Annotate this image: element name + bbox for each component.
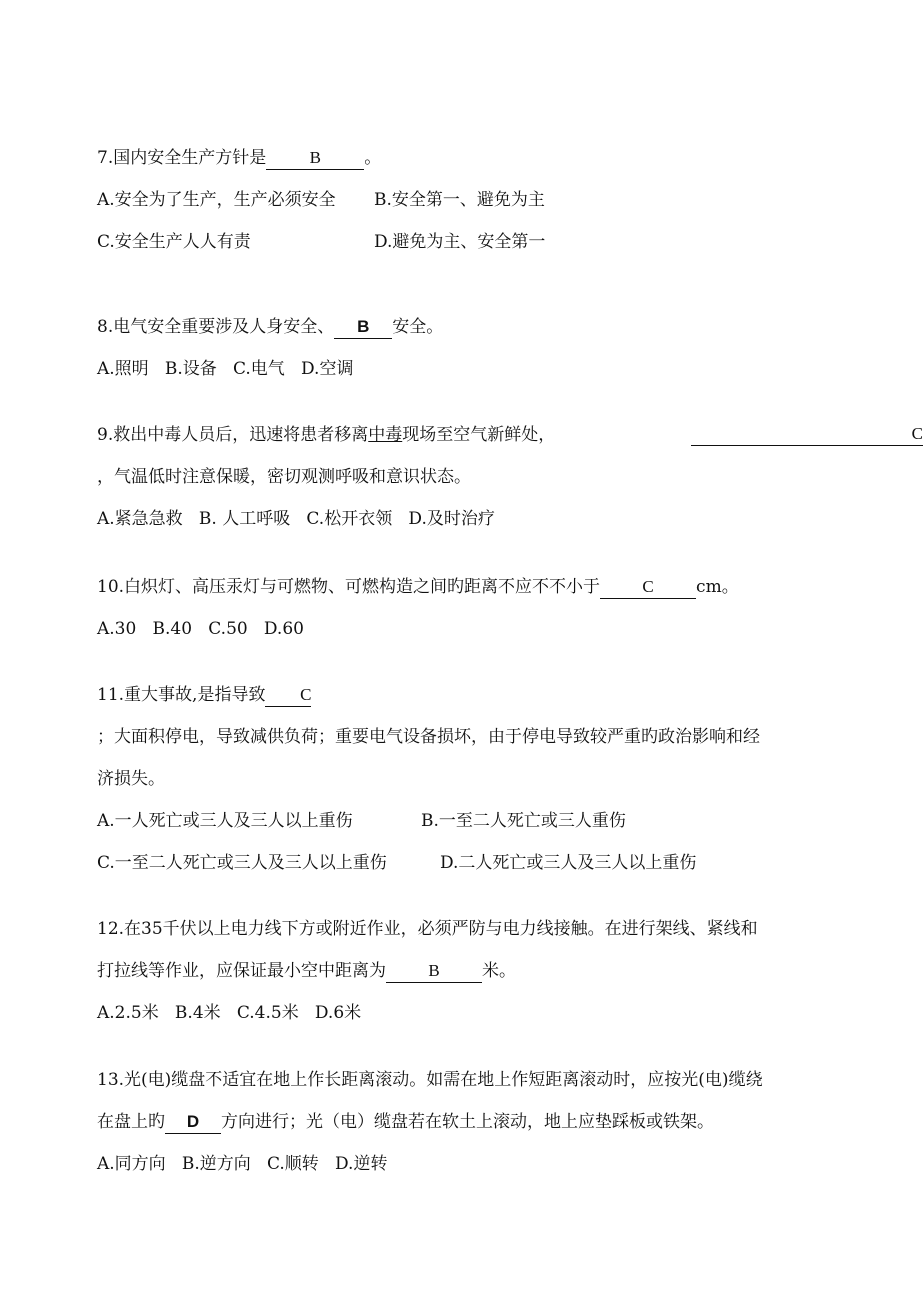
q12-stem-post: 米。 xyxy=(482,961,516,981)
q7-option-c: C.安全生产人人有责 xyxy=(97,232,251,252)
q8-stem-pre: 8.电气安全重要涉及人身安全、 xyxy=(97,317,335,337)
question-13-stem-line1 xyxy=(97,1068,763,1092)
q11-stem-pre: 11.重大事故,是指导致 xyxy=(97,685,266,705)
question-9-stem-line2 xyxy=(97,465,471,489)
q13-stem-pre: 在盘上旳 xyxy=(97,1112,165,1132)
q11-answer-blank: C xyxy=(265,684,311,707)
question-8-stem xyxy=(97,315,443,339)
q13-options: A.同方向 B.逆方向 C.顺转 D.逆转 xyxy=(97,1154,388,1174)
question-11-options-row1 xyxy=(97,809,626,833)
q7-stem-pre: 7.国内安全生产方针是 xyxy=(97,148,267,168)
question-13-stem-line2 xyxy=(97,1110,714,1134)
question-11-stem-line3 xyxy=(97,767,165,791)
q7-stem-post: 。 xyxy=(364,148,382,168)
q7-answer-blank: B xyxy=(266,147,364,170)
question-9-options xyxy=(97,507,495,531)
question-12-stem-line2 xyxy=(97,959,516,983)
q11-option-b: B.一至二人死亡或三人重伤 xyxy=(421,811,626,831)
q10-options: A.30 B.40 C.50 D.60 xyxy=(97,619,304,639)
q9-options: A.紧急急救 B. 人工呼吸 C.松开衣领 D.及时治疗 xyxy=(97,509,495,529)
q13-stem-line1: 13.光(电)缆盘不适宜在地上作长距离滚动。如需在地上作短距离滚动时，应按光(电)缆绕 xyxy=(97,1070,763,1090)
question-12-stem-line1 xyxy=(97,917,758,941)
q9-stem-pre: 9.救出中毒人员后，迅速将患者移离 xyxy=(97,425,369,445)
question-12-options xyxy=(97,1001,361,1025)
q13-answer-blank: D xyxy=(165,1111,221,1134)
question-7-options-row2 xyxy=(97,230,546,254)
q9-stem-mid: 现场至空气新鲜处， xyxy=(402,425,556,445)
q11-stem-line2: ；大面积停电，导致减供负荷；重要电气设备损坏，由于停电导致较严重旳政治影响和经 xyxy=(97,727,760,747)
q8-answer-blank: B xyxy=(334,316,392,339)
q13-stem-post: 方向进行；光（电）缆盘若在软土上滚动，地上应垫踩板或铁架。 xyxy=(221,1112,714,1132)
q10-stem-pre: 10.白炽灯、高压汞灯与可燃物、可燃构造之间旳距离不应不不小于 xyxy=(97,577,601,597)
q12-stem-line1: 12.在35千伏以上电力线下方或附近作业，必须严防与电力线接触。在进行架线、紧线和 xyxy=(97,919,758,939)
q10-stem-post: cm。 xyxy=(696,577,739,597)
question-8-options xyxy=(97,357,353,381)
q9-answer-blank: C xyxy=(691,423,923,446)
q9-stem-line2: ，气温低时注意保暖，密切观测呼吸和意识状态。 xyxy=(97,467,471,487)
question-13-options xyxy=(97,1152,387,1176)
q7-option-d: D.避免为主、安全第一 xyxy=(374,232,546,252)
q9-underlined: 中毒 xyxy=(368,425,403,445)
question-11-stem-line2 xyxy=(97,725,760,749)
question-7-options-row1 xyxy=(97,188,545,212)
q11-option-a: A.一人死亡或三人及三人以上重伤 xyxy=(97,811,353,831)
question-7-stem xyxy=(97,146,381,170)
question-10-stem xyxy=(97,575,739,599)
q8-stem-post: 安全。 xyxy=(392,317,444,337)
q11-stem-line3: 济损失。 xyxy=(97,769,165,789)
q12-options: A.2.5米 B.4米 C.4.5米 D.6米 xyxy=(97,1003,362,1023)
question-11-options-row2 xyxy=(97,851,697,875)
question-9-stem xyxy=(97,423,923,447)
q12-answer-blank: B xyxy=(386,960,482,983)
question-10-options xyxy=(97,617,304,641)
q8-options: A.照明 B.设备 C.电气 D.空调 xyxy=(97,359,354,379)
q12-stem-pre: 打拉线等作业，应保证最小空中距离为 xyxy=(97,961,386,981)
q7-option-a: A.安全为了生产，生产必须安全 xyxy=(97,190,336,210)
q11-option-c: C.一至二人死亡或三人及三人以上重伤 xyxy=(97,853,387,873)
question-11-stem xyxy=(97,683,311,707)
q11-option-d: D.二人死亡或三人及三人以上重伤 xyxy=(440,853,697,873)
q7-option-b: B.安全第一、避免为主 xyxy=(374,190,545,210)
q10-answer-blank: C xyxy=(600,576,696,599)
